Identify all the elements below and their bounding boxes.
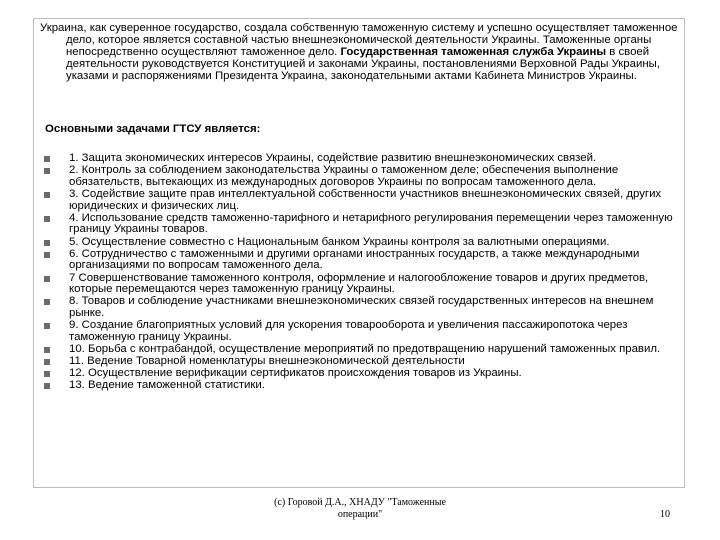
footer-line-2: операции" xyxy=(337,509,383,520)
square-bullet-icon xyxy=(44,252,50,258)
list-item: 11. Ведение Товарной номенклатуры внешнеэкономической деятельности xyxy=(44,356,684,368)
square-bullet-icon xyxy=(44,216,50,222)
square-bullet-icon xyxy=(44,371,50,377)
list-item: 5. Осуществление совместно с Национальным банком Украины контроля за валютными операциями. xyxy=(44,237,684,249)
square-bullet-icon xyxy=(44,383,50,389)
square-bullet-icon xyxy=(44,168,50,174)
list-item: 7 Совершенствование таможенного контроля, оформление и налогообложение товаров и других предметов, которые перемещаются через таможенную границу Украины. xyxy=(44,273,684,296)
square-bullet-icon xyxy=(44,359,50,365)
intro-p2-rest: в своей деятельности руководствуется Конституцией и законами Украины, постановлениями Верховной Рады Украины, указами и распоряжениями Президента Украина, законодательными актами Кабинета Министров Украины. xyxy=(66,46,660,83)
square-bullet-icon xyxy=(44,347,50,353)
square-bullet-icon xyxy=(44,276,50,282)
intro-p1: Украина, как суверенное государство, создала собственную таможенную систему и успешно осуществляет таможенное дело, которое является составной частью внешнеэкономической деятельности Украины. Таможенные органы непосредственно осуществляют таможенное дело. xyxy=(40,22,678,59)
list-item: 9. Создание благоприятных условий для ускорения товарооборота и увеличения пассажиропотока через таможенную границу Украины. xyxy=(44,320,684,343)
list-item: 3. Содействие защите прав интеллектуальной собственности участников внешнеэкономических связей, других юридических и физических лиц. xyxy=(44,189,684,212)
list-item: 8. Товаров и соблюдение участниками внешнеэкономических связей государственных интересов на внешнем рынке. xyxy=(44,296,684,319)
tasks-heading: Основными задачами ГТСУ является: xyxy=(45,123,261,135)
tasks-list xyxy=(44,153,684,393)
list-item: 6. Сотрудничество с таможенными и другими органами иностранных государств, а также международными организациями по вопросам таможенного дела. xyxy=(44,249,684,272)
square-bullet-icon xyxy=(44,299,50,305)
list-item: 10. Борьба с контрабандой, осуществление мероприятий по предотвращению нарушений таможенных правил. xyxy=(44,344,684,356)
square-bullet-icon xyxy=(44,323,50,329)
square-bullet-icon xyxy=(44,192,50,198)
page-number: 10 xyxy=(660,509,670,520)
intro-agency-name: Государственная таможенная служба Украины xyxy=(340,46,607,59)
intro-paragraph xyxy=(40,22,680,82)
list-item: 12. Осуществление верификации сертификатов происхождения товаров из Украины. xyxy=(44,368,684,380)
list-item: 1. Защита экономических интересов Украины, содействие развитию внешнеэкономических связей. xyxy=(44,153,684,165)
list-item: 13. Ведение таможенной статистики. xyxy=(44,380,684,392)
list-item: 4. Использование средств таможенно-тарифного и нетарифного регулирования перемещении через таможенную границу Украины товаров. xyxy=(44,213,684,236)
list-item: 2. Контроль за соблюдением законодательства Украины о таможенном деле; обеспечения выполнение обязательств, вытекающих из международных договоров Украины по вопросам таможенного дела. xyxy=(44,165,684,188)
intro-text xyxy=(40,22,680,82)
footer-credit xyxy=(250,497,470,521)
square-bullet-icon xyxy=(44,240,50,246)
square-bullet-icon xyxy=(44,156,50,162)
footer-line-1: (с) Горовой Д.А., ХНАДУ "Таможенные xyxy=(274,497,446,508)
